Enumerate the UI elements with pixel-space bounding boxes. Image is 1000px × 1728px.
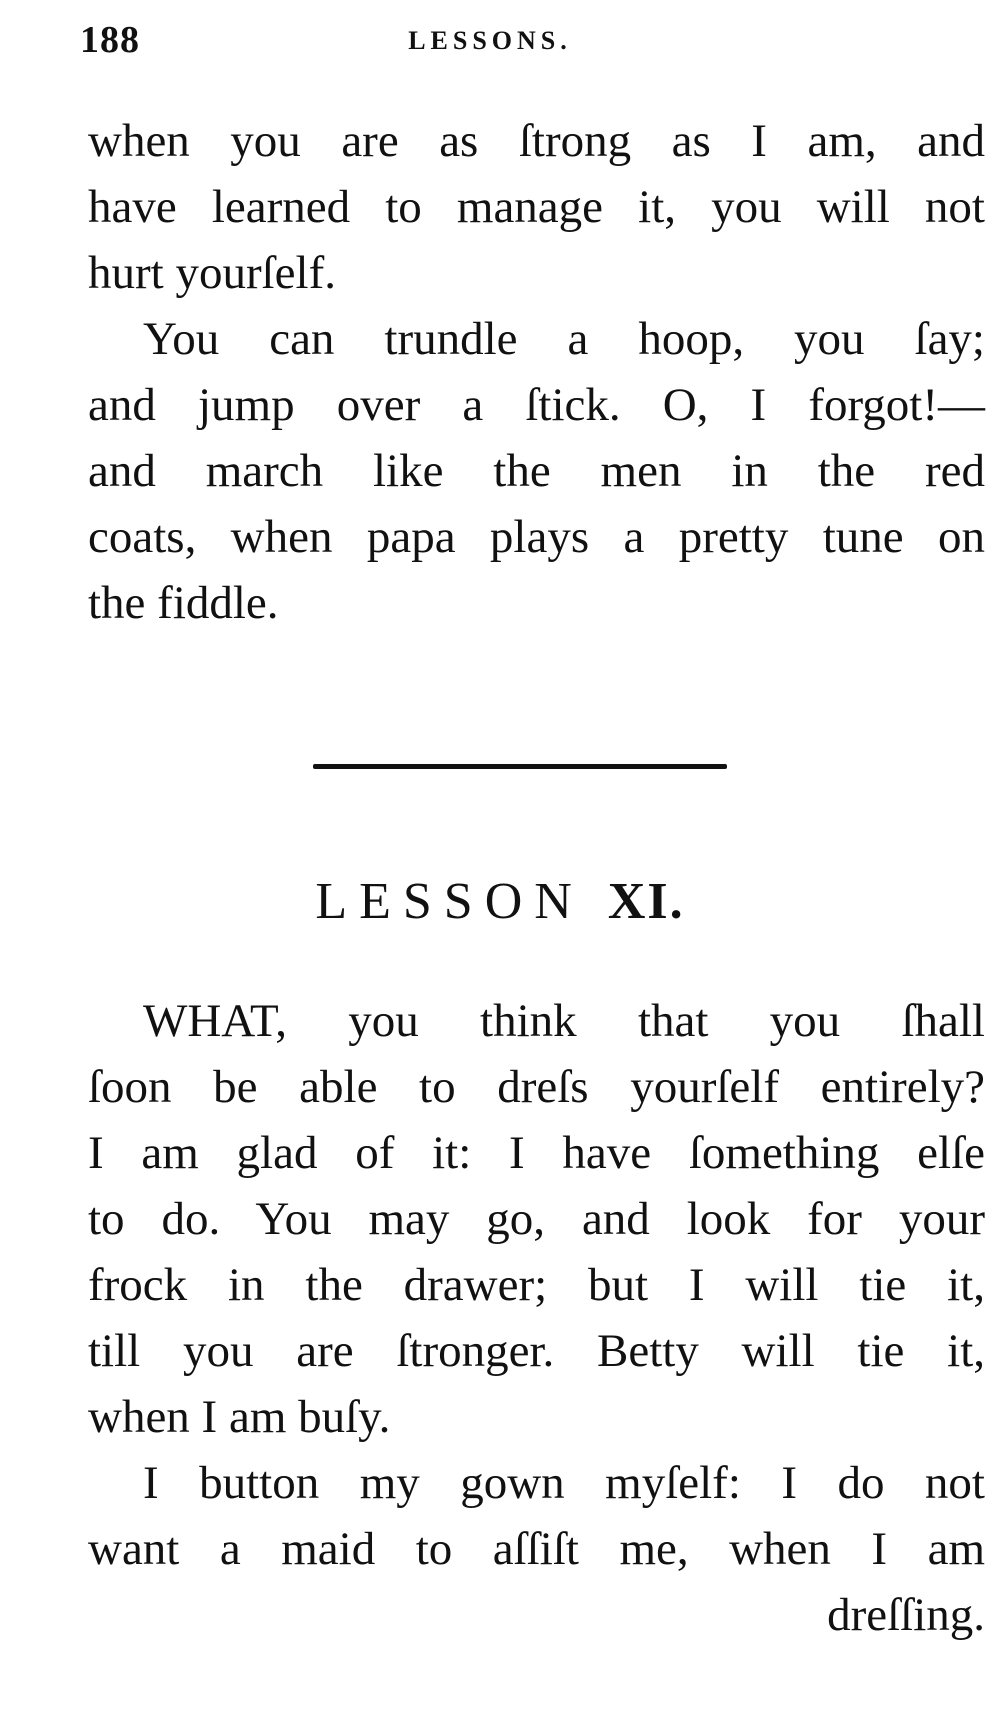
text-line: and march like the men in the red: [88, 445, 985, 497]
text-line: and jump over a ſtick. O, I forgot!—: [88, 379, 985, 431]
text-line: hurt yourſelf.: [88, 247, 336, 299]
paragraph: [88, 306, 985, 636]
text-line: want a maid to aſſiſt me, when I am: [88, 1523, 985, 1575]
text-line: WHAT, you think that you ſhall: [143, 995, 985, 1047]
text-line: ſoon be able to dreſs yourſelf entirely?: [88, 1061, 985, 1113]
text-line: frock in the drawer; but I will tie it,: [88, 1259, 985, 1311]
text-line: You can trundle a hoop, you ſay;: [143, 313, 985, 365]
text-line: I button my gown myſelf: I do not: [143, 1457, 985, 1509]
text-line: coats, when papa plays a pretty tune on: [88, 511, 985, 563]
text-line: when I am buſy.: [88, 1391, 391, 1443]
text-line: the fiddle.: [88, 577, 279, 629]
text-line: I am glad of it: I have ſomething elſe: [88, 1127, 985, 1179]
lesson-heading: [0, 872, 1000, 931]
text-line: to do. You may go, and look for your: [88, 1193, 985, 1245]
text-line: have learned to manage it, you will not: [88, 181, 985, 233]
page-number: 188: [80, 19, 140, 61]
text-line: when you are as ſtrong as I am, and: [88, 115, 985, 167]
text-line: dreſſing.: [827, 1589, 985, 1641]
lesson-heading-word: LESSON: [315, 873, 584, 930]
text-line: till you are ſtronger. Betty will tie it,: [88, 1325, 985, 1377]
running-head: [0, 26, 1000, 56]
running-head-title: LESSONS.: [408, 26, 572, 55]
paragraph: [88, 988, 985, 1450]
section-divider: [313, 764, 727, 769]
paragraph: [88, 1450, 985, 1648]
lesson-heading-number: XI.: [607, 873, 685, 930]
continuation-paragraph: [88, 108, 985, 306]
